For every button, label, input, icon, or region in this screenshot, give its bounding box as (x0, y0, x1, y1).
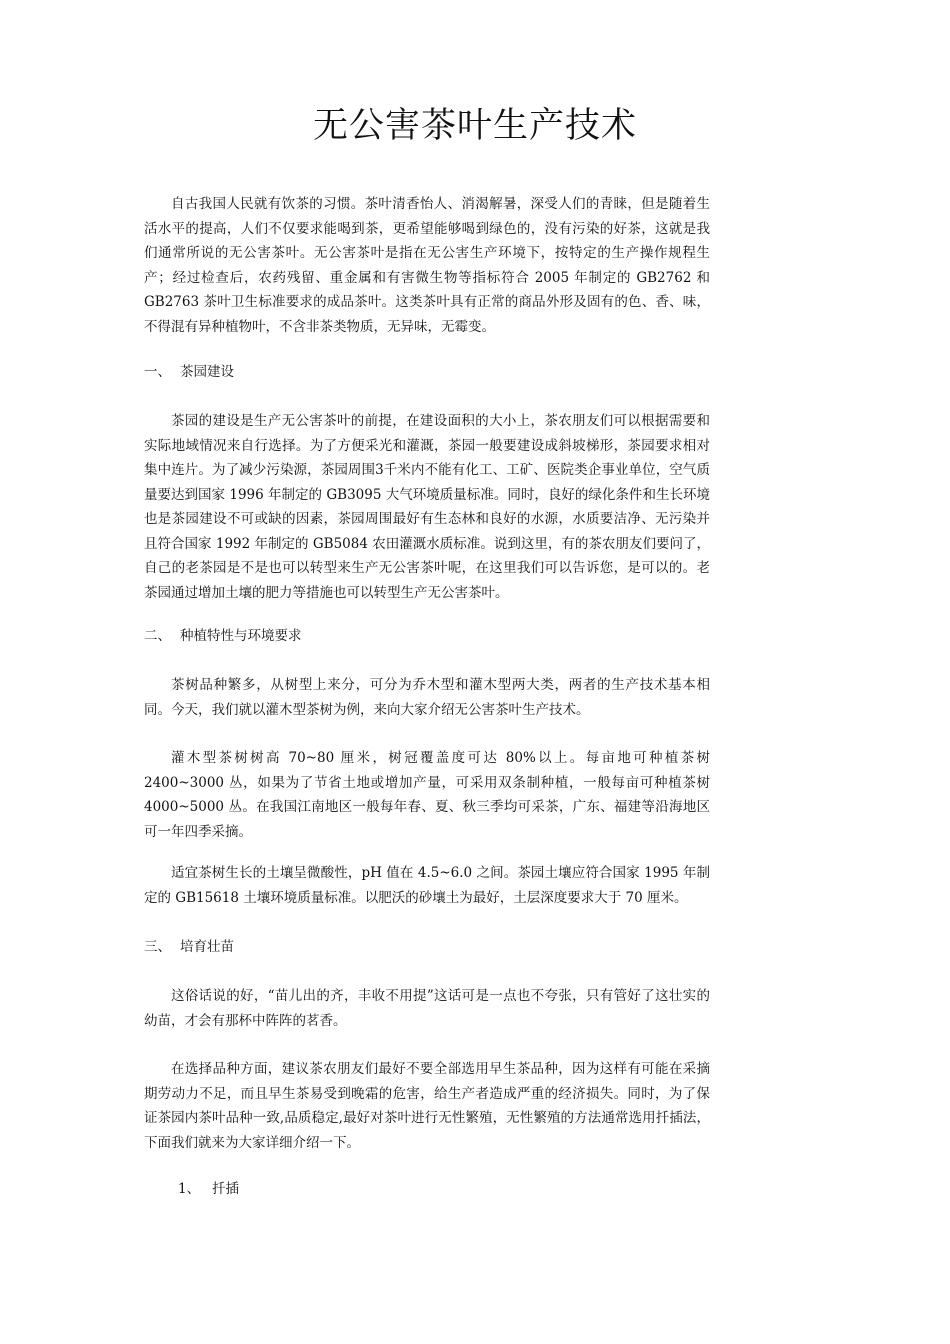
section2-paragraph-1: 茶树品种繁多，从树型上来分，可分为乔木型和灌木型两大类，两者的生产技术基本相同。今天，我们就以灌木型茶树为例，来向大家介绍无公害茶叶生产技术。 (144, 677, 710, 718)
subsection-heading-1 (178, 1177, 239, 1202)
document-title: 无公害茶叶生产技术 (312, 106, 637, 146)
section3-paragraph-2: 在选择品种方面，建议茶农朋友们最好不要全部选用早生茶品种，因为这样有可能在采摘期劳动力不足，而且早生茶易受到晚霜的危害，给生产者造成严重的经济损失。同时，为了保证茶园内茶叶品种一致,品质稳定,最好对茶叶进行无性繁殖，无性繁殖的方法通常选用扦插法，下面我们就来为大家详细介绍一下。 (144, 1061, 710, 1151)
section-heading-2 (144, 624, 302, 649)
section-title: 培育壮苗 (180, 939, 234, 955)
section-number: 一、 (144, 364, 171, 380)
section3-paragraph-1: 这俗话说的好，“苗儿出的齐，丰收不用提”这话可是一点也不夸张，只有管好了这壮实的幼苗，才会有那杯中阵阵的茗香。 (144, 988, 710, 1029)
intro-paragraph: 自古我国人民就有饮茶的习惯。茶叶清香怡人、消渴解暑，深受人们的青睐，但是随着生活水平的提高，人们不仅要求能喝到茶，更希望能够喝到绿色的，没有污染的好茶，这就是我们通常所说的无公害茶叶。无公害茶叶是指在无公害生产环境下，按特定的生产操作规程生产；经过检查后，农药残留、重金属和有害微生物等指标符合 2005 年制定的 GB2762 和 GB2763 茶叶卫生标准要求的成品茶叶。这类茶叶具有正常的商品外形及固有的色、香、味，不得混有异种植物叶，不含非茶类物质，无异味，无霉变。 (144, 196, 710, 335)
section2-paragraph-3: 适宜茶树生长的土壤呈微酸性，pH 值在 4.5~6.0 之间。茶园土壤应符合国家 1995 年制定的 GB15618 土壤环境质量标准。以肥沃的砂壤土为最好，土层深度要求大于 70 厘米。 (144, 865, 710, 906)
subsection-title: 扦插 (212, 1181, 239, 1197)
subsection-number: 1、 (178, 1181, 201, 1197)
section1-paragraph-1: 茶园的建设是生产无公害茶叶的前提，在建设面积的大小上，茶农朋友们可以根据需要和实际地域情况来自行选择。为了方便采光和灌溉，茶园一般要建设成斜坡梯形，茶园要求相对集中连片。为了减少污染源，茶园周围3千米内不能有化工、工矿、医院类企事业单位，空气质量要达到国家 1996 年制定的 GB3095 大气环境质量标准。同时，良好的绿化条件和生长环境也是茶园建设不可或缺的因素，茶园周围最好有生态林和良好的水源，水质要洁净、无污染并且符合国家 1992 年制定的 GB5084 农田灌溉水质标准。说到这里，有的茶农朋友们要问了，自己的老茶园是不是也可以转型来生产无公害茶叶呢，在这里我们可以告诉您，是可以的。老茶园通过增加土壤的肥力等措施也可以转型生产无公害茶叶。 (144, 413, 710, 601)
section-number: 二、 (144, 628, 171, 644)
section2-paragraph-2: 灌木型茶树树高 70~80 厘米，树冠覆盖度可达 80%以上。每亩地可种植茶树 2400~3000 丛，如果为了节省土地或增加产量，可采用双条制种植，一般每亩可种植茶树 4000~5000 丛。在我国江南地区一般每年春、夏、秋三季均可采茶，广东、福建等沿海地区可一年四季采摘。 (144, 750, 710, 840)
section-title: 茶园建设 (180, 364, 234, 380)
section-title: 种植特性与环境要求 (180, 628, 302, 644)
section-number: 三、 (144, 939, 171, 955)
section-heading-3 (144, 935, 234, 960)
section-heading-1 (144, 360, 234, 385)
